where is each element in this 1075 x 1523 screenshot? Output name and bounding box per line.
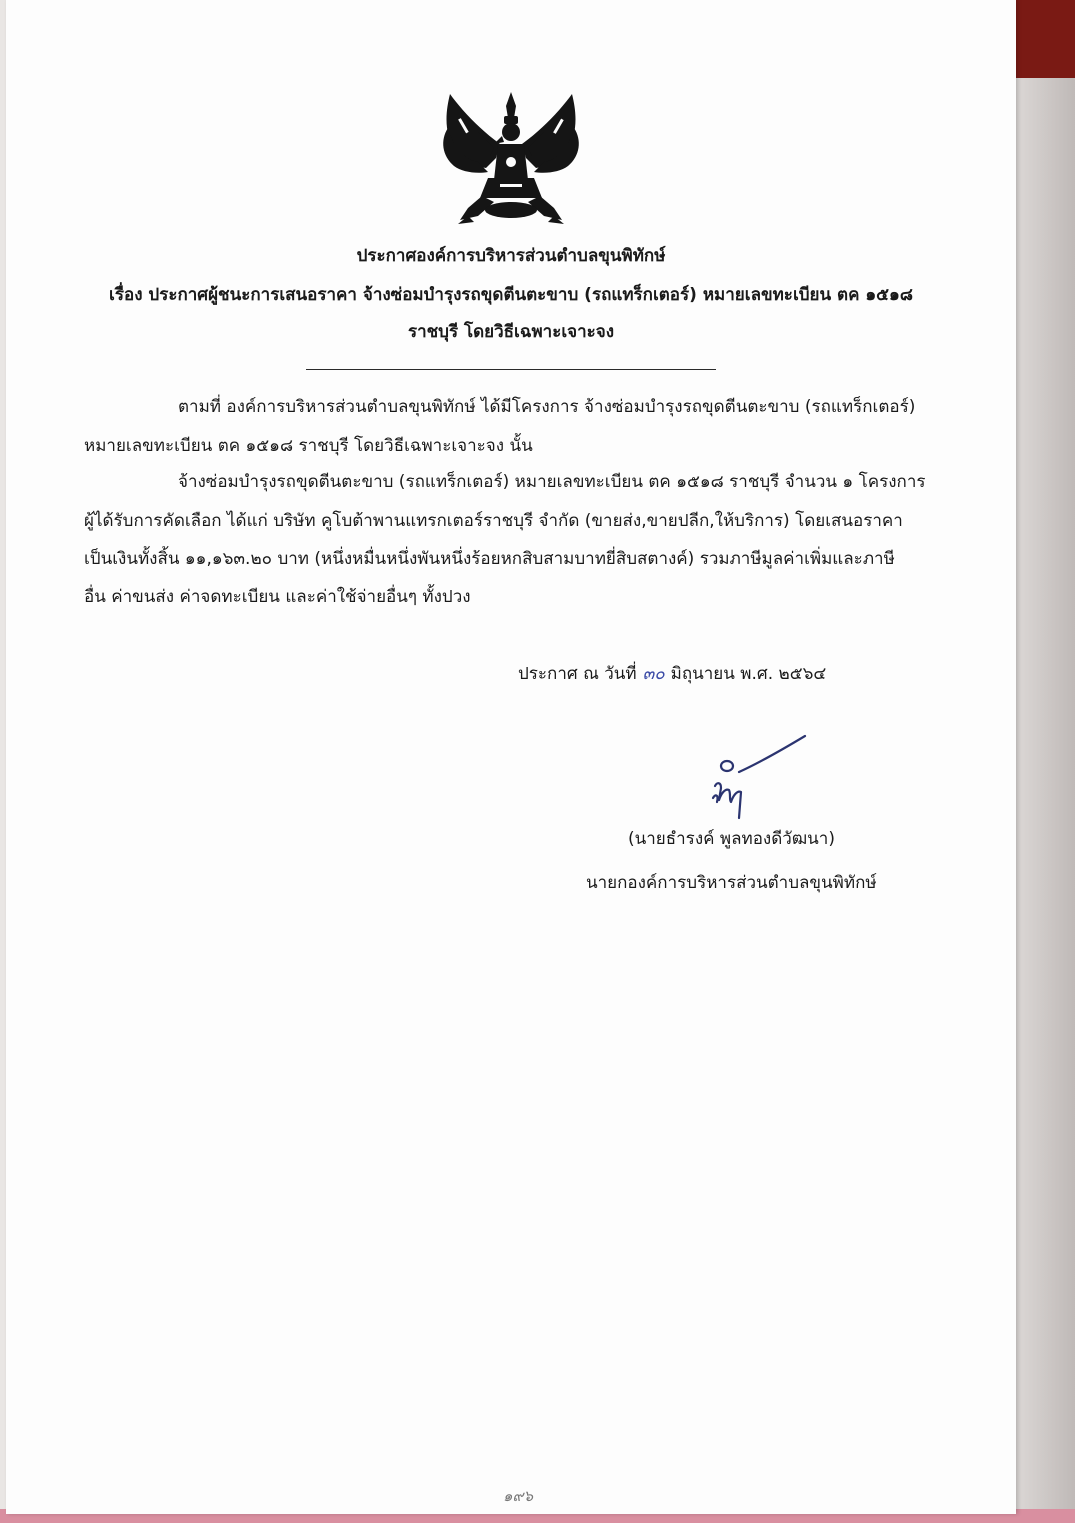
signer-name: (นายธำรงค์ พูลทองดีวัฒนา) bbox=[628, 829, 835, 849]
paragraph-2-line-1: จ้างซ่อมบำรุงรถขุดตีนตะขาบ (รถแทร็กเตอร์) หมายเลขทะเบียน ตค ๑๕๑๘ ราชบุรี จำนวน ๑ โครงการ bbox=[178, 472, 926, 492]
document-subject: เรื่อง ประกาศผู้ชนะการเสนอราคา จ้างซ่อมบำรุงรถขุดตีนตะขาบ (รถแทร็กเตอร์) หมายเลขทะเบียน ตค ๑๕๑๘ bbox=[109, 285, 913, 305]
paragraph-2-line-3: เป็นเงินทั้งสิ้น ๑๑,๑๖๓.๒๐ บาท (หนึ่งหมื่นหนึ่งพันหนึ่งร้อยหกสิบสามบาทยี่สิบสตางค์) รวมภาษีมูลค่าเพิ่มและภาษี bbox=[84, 549, 895, 569]
page-number: ๑๙๖ bbox=[503, 1487, 534, 1505]
title-divider bbox=[306, 369, 716, 370]
signer-position: นายกองค์การบริหารส่วนตำบลขุนพิทักษ์ bbox=[586, 873, 877, 893]
document-page bbox=[6, 0, 1016, 1514]
paragraph-1-line-1: ตามที่ องค์การบริหารส่วนตำบลขุนพิทักษ์ ได้มีโครงการ จ้างซ่อมบำรุงรถขุดตีนตะขาบ (รถแทร็กเตอร์) bbox=[178, 397, 916, 417]
paragraph-2-line-2: ผู้ได้รับการคัดเลือก ได้แก่ บริษัท คูโบต้าพานแทรกเตอร์ราชบุรี จำกัด (ขายส่ง,ขายปลีก,ให้บริการ) โดยเสนอราคา bbox=[84, 511, 903, 531]
document-subject-continued: ราชบุรี โดยวิธีเฉพาะเจาะจง bbox=[407, 322, 615, 342]
announcement-day: ๓๐ bbox=[642, 664, 665, 684]
background-edge bbox=[1015, 0, 1075, 1523]
garuda-emblem-icon bbox=[438, 88, 584, 226]
paragraph-1-line-2: หมายเลขทะเบียน ตค ๑๕๑๘ ราชบุรี โดยวิธีเฉพาะเจาะจง นั้น bbox=[84, 436, 533, 456]
document-title: ประกาศองค์การบริหารส่วนตำบลขุนพิทักษ์ bbox=[356, 246, 666, 266]
announcement-prefix: ประกาศ ณ วันที่ bbox=[518, 664, 637, 684]
announcement-date bbox=[518, 660, 826, 687]
handwritten-signature bbox=[701, 728, 811, 828]
background-red-corner bbox=[1015, 0, 1075, 78]
paragraph-2-line-4: อื่น ค่าขนส่ง ค่าจดทะเบียน และค่าใช้จ่ายอื่นๆ ทั้งปวง bbox=[84, 587, 471, 607]
announcement-month-year: มิถุนายน พ.ศ. ๒๕๖๔ bbox=[670, 664, 827, 684]
